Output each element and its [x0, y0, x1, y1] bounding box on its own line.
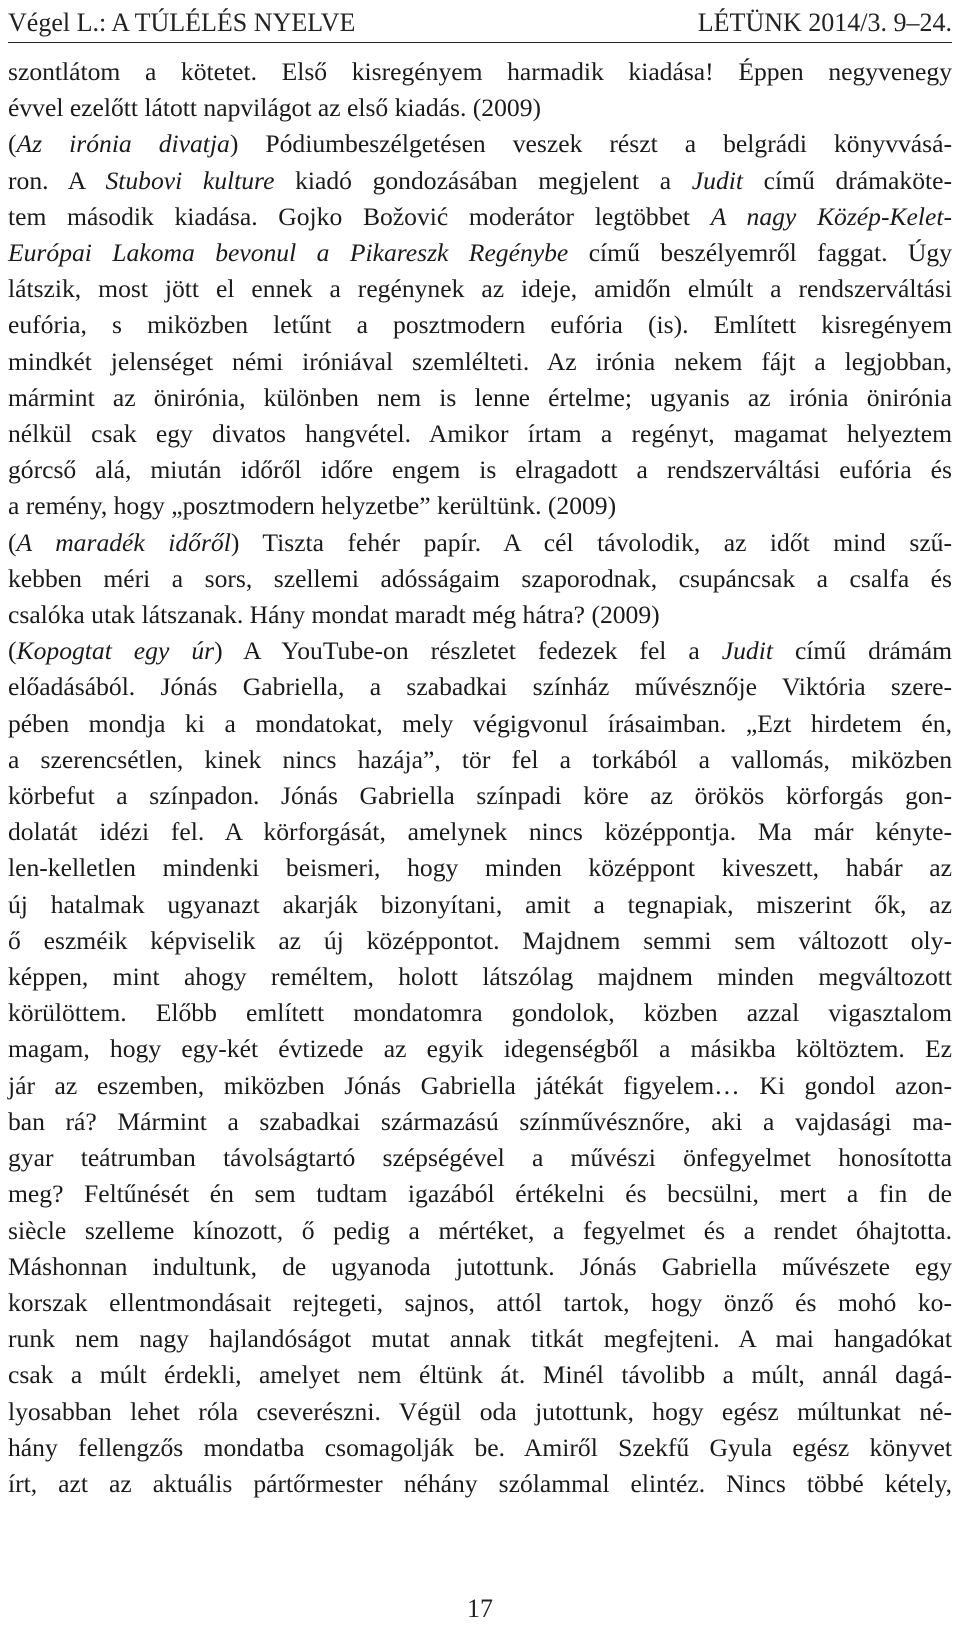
text-line — [8, 1213, 952, 1249]
text-line — [8, 1466, 952, 1502]
text-run: runk nem nagy hajlandóságot mutat annak titkát megfejteni. A mai hangadókat — [8, 1324, 952, 1354]
text-run: hány fellengzős mondatba csomagolják be. Amiről Szekfű Gyula egész könyvet — [8, 1432, 952, 1462]
text-run: gyar teátrumban távolságtartó szépségével a művészi önfegyelmet honosította — [8, 1143, 952, 1173]
text-run: korszak ellentmondásait rejtegeti, sajnos, attól tartok, hogy önző és mohó ko- — [8, 1287, 952, 1317]
text-line — [8, 271, 952, 307]
text-line — [8, 90, 952, 126]
text-run: jár az eszemben, miközben Jónás Gabriella játékát figyelem… Ki gondol azon- — [8, 1070, 952, 1100]
text-run: című drámaköte- — [742, 165, 952, 195]
text-line — [8, 1394, 952, 1430]
text-run: a remény, hogy „posztmodern helyzetbe” kerültünk. (2009) — [8, 491, 617, 521]
page-number: 17 — [467, 1594, 493, 1623]
text-run: kebben méri a sors, szellemi adósságaim szaporodnak, csupáncsak a csalfa és — [8, 563, 952, 593]
text-run: csalóka utak látszanak. Hány mondat maradt még hátra? (2009) — [8, 600, 660, 630]
text-line — [8, 1357, 952, 1393]
text-line — [8, 887, 952, 923]
text-line — [8, 163, 952, 199]
text-run: kiadó gondozásában megjelent a — [274, 165, 692, 195]
text-run: című drámám — [772, 636, 952, 666]
text-run: len-kelletlen mindenki beismeri, hogy minden középpont kiveszett, habár az — [8, 853, 952, 883]
header-journal-citation: LÉTÜNK 2014/3. 9–24. — [697, 8, 952, 37]
text-run: ( — [8, 527, 17, 557]
text-run: ) Pódiumbeszélgetésen veszek részt a belgrádi könyvvásá- — [229, 129, 952, 159]
italic-title: Európai Lakoma bevonul a Pikareszk Regénybe — [8, 238, 569, 268]
text-line — [8, 669, 952, 705]
running-header — [8, 6, 952, 40]
text-run: eufória, s miközben letűnt a posztmodern eufória (is). Említett kisregényem — [8, 310, 952, 340]
italic-title: Judit — [691, 165, 743, 195]
text-line — [8, 452, 952, 488]
text-line — [8, 488, 952, 524]
text-run: látszik, most jött el ennek a regénynek az ideje, amidőn elmúlt a rendszerváltási — [8, 274, 952, 304]
text-run: évvel ezelőtt látott napvilágot az első kiadás. (2009) — [8, 93, 542, 123]
text-run: képpen, mint ahogy reméltem, holott látszólag majdnem minden megváltozott — [8, 962, 952, 992]
text-run: nélkül csak egy divatos hangvétel. Amikor írtam a regényt, magamat helyeztem — [8, 419, 952, 449]
text-run: ) A YouTube-on részletet fedezek fel a — [214, 636, 722, 666]
text-run: szontlátom a kötetet. Első kisregényem harmadik kiadása! Éppen negyvenegy — [8, 57, 952, 86]
text-line — [8, 54, 952, 90]
text-run: csak a múlt érdekli, amelyet nem éltünk át. Minél távolibb a múlt, annál dagá- — [8, 1360, 952, 1390]
text-line — [8, 1285, 952, 1321]
text-line — [8, 1068, 952, 1104]
text-line — [8, 1140, 952, 1176]
text-line — [8, 995, 952, 1031]
italic-title: Stubovi kulture — [105, 165, 275, 195]
italic-title: A nagy Közép-Kelet- — [710, 201, 953, 231]
text-run: mindkét jelenséget némi iróniával szemlélteti. Az irónia nekem fájt a legjobban, — [8, 346, 952, 376]
text-line — [8, 814, 952, 850]
text-run: siècle szelleme kínozott, ő pedig a mértéket, a fegyelmet és a rendet óhajtotta. — [8, 1215, 952, 1245]
text-run: pében mondja ki a mondatokat, mely végigvonul írásaimban. „Ezt hirdetem én, — [8, 708, 952, 738]
text-run: górcső alá, miután időről időre engem is elragadott a rendszerváltási eufória és — [8, 455, 952, 485]
text-line — [8, 344, 952, 380]
text-line — [8, 850, 952, 886]
text-line — [8, 923, 952, 959]
text-run: ( — [8, 129, 17, 159]
text-line — [8, 1031, 952, 1067]
text-run: ron. A — [8, 165, 106, 195]
text-line — [8, 199, 952, 235]
text-run: írt, azt az aktuális pártőrmester néhány szólammal elintéz. Nincs többé kétely, — [8, 1468, 952, 1498]
text-line — [8, 597, 952, 633]
text-run: körbefut a színpadon. Jónás Gabriella színpadi köre az örökös körforgás gon- — [8, 781, 952, 811]
text-run: ( — [8, 636, 17, 666]
text-run: című beszélyemről faggat. Úgy — [568, 238, 952, 268]
text-run: magam, hogy egy-két évtizede az egyik idegenségből a másikba költöztem. Ez — [8, 1034, 952, 1064]
article-body — [8, 54, 952, 1502]
text-line — [8, 1249, 952, 1285]
text-line — [8, 1104, 952, 1140]
header-author-title: Végel L.: A TÚLÉLÉS NYELVE — [8, 8, 356, 37]
italic-title: Judit — [721, 636, 773, 666]
text-run: előadásából. Jónás Gabriella, a szabadkai színház művésznője Viktória szere- — [8, 672, 952, 702]
italic-title: Az irónia divatja — [16, 129, 230, 159]
text-line — [8, 706, 952, 742]
text-line — [8, 561, 952, 597]
text-run: a szerencsétlen, kinek nincs hazája”, tör fel a torkából a vallomás, miközben — [8, 744, 952, 774]
italic-title: Kopogtat egy úr — [16, 636, 215, 666]
text-run: körülöttem. Előbb említett mondatomra gondolok, közben azzal vigasztalom — [8, 998, 952, 1028]
text-run: ) Tiszta fehér papír. A cél távolodik, az időt mind szű- — [230, 527, 952, 557]
text-run: új hatalmak ugyanazt akarják bizonyítani, amit a tegnapiak, miszerint ők, az — [8, 889, 952, 919]
text-run: meg? Feltűnését én sem tudtam igazából értékelni és becsülni, mert a fin de — [8, 1179, 952, 1209]
text-run: ő eszméik képviselik az új középpontot. Majdnem semmi sem változott oly- — [8, 925, 952, 955]
header-divider — [8, 42, 952, 43]
text-line — [8, 742, 952, 778]
text-line — [8, 1430, 952, 1466]
text-line — [8, 633, 952, 669]
text-line — [8, 525, 952, 561]
text-line — [8, 126, 952, 162]
text-run: mármint az önirónia, különben nem is lenne értelme; ugyanis az irónia önirónia — [8, 382, 952, 412]
text-line — [8, 778, 952, 814]
text-line — [8, 380, 952, 416]
text-line — [8, 416, 952, 452]
text-run: lyosabban lehet róla cseverészni. Végül oda jutottunk, hogy egész múltunkat né- — [8, 1396, 952, 1426]
text-run: ban rá? Mármint a szabadkai származású színművésznőre, aki a vajdasági ma- — [8, 1106, 952, 1136]
italic-title: A maradék időről — [16, 527, 231, 557]
text-line — [8, 1176, 952, 1212]
text-line — [8, 235, 952, 271]
text-run: tem második kiadása. Gojko Božović moderátor legtöbbet — [8, 201, 711, 231]
text-line — [8, 307, 952, 343]
text-run: dolatát idézi fel. A körforgását, amelynek nincs középpontja. Ma már kényte- — [8, 817, 952, 847]
text-line — [8, 1321, 952, 1357]
text-line — [8, 959, 952, 995]
text-run: Máshonnan indultunk, de ugyanoda jutottunk. Jónás Gabriella művészete egy — [8, 1251, 952, 1281]
